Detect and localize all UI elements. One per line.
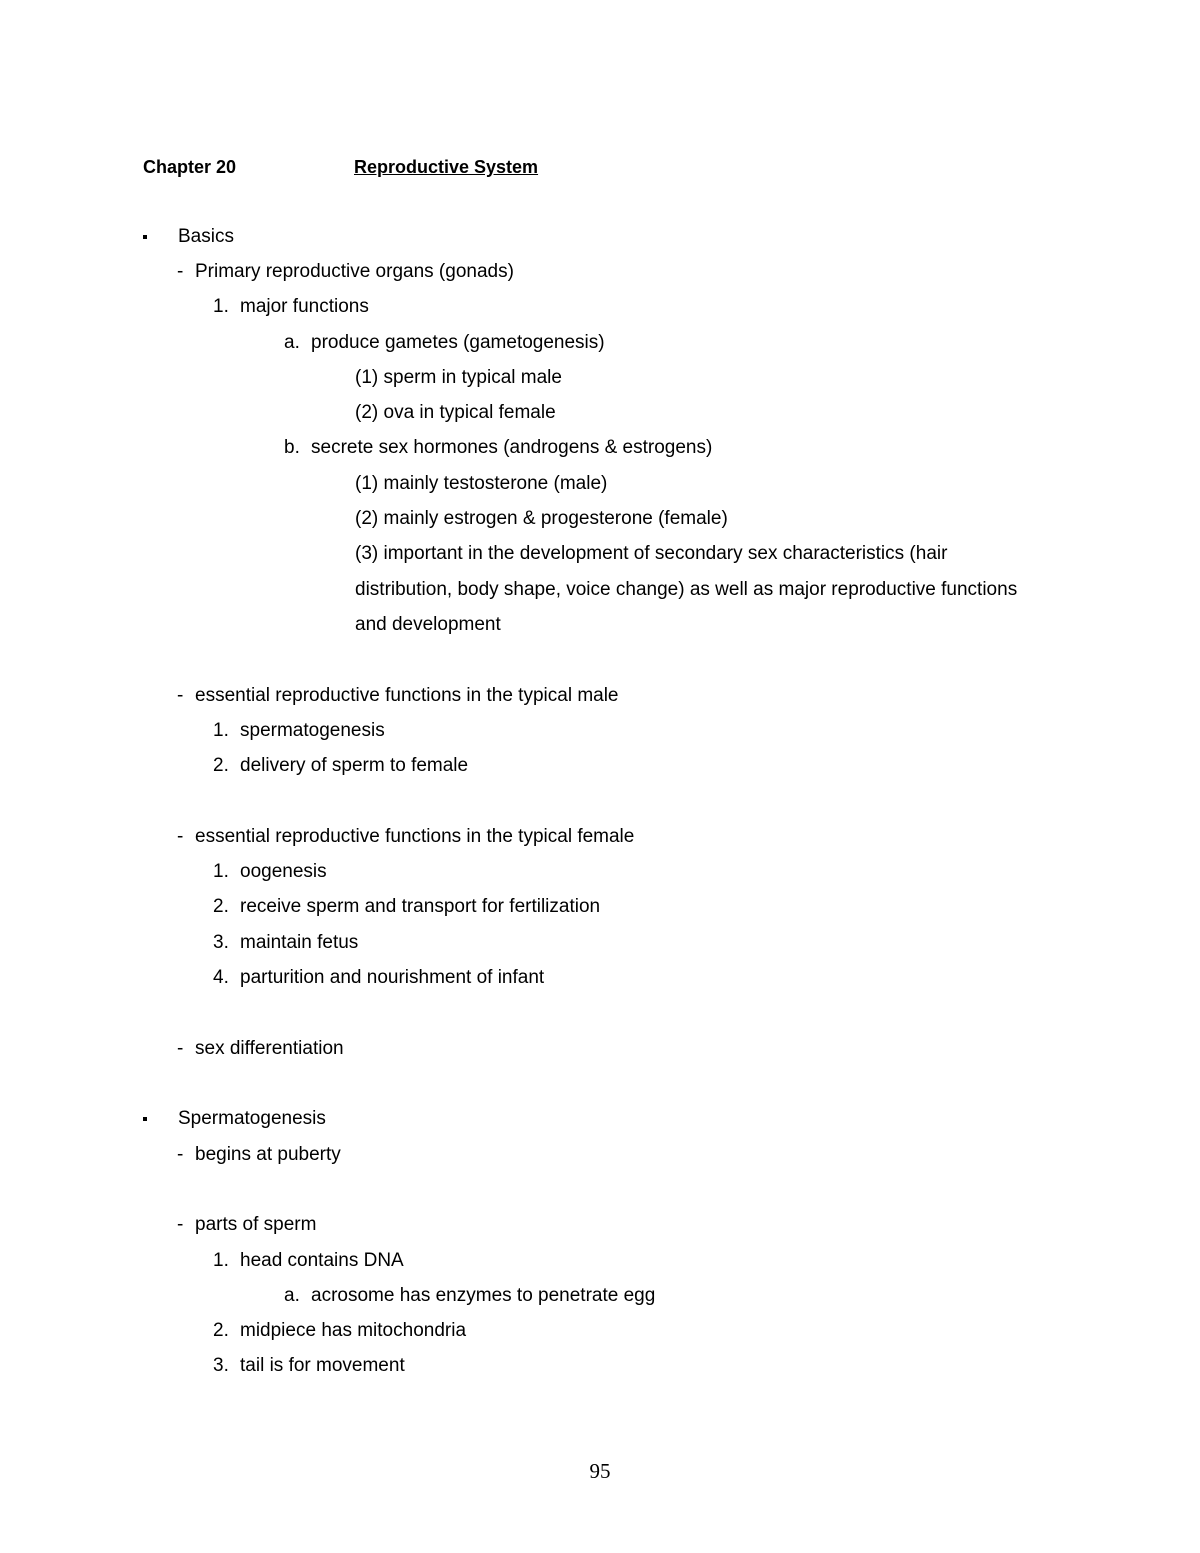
outline-marker: 2. <box>213 755 229 776</box>
outline-text: (2) ova in typical female <box>355 402 556 423</box>
outline-marker: - <box>177 261 184 282</box>
chapter-number: Chapter 20 <box>143 157 237 177</box>
outline-text: sex differentiation <box>195 1038 344 1059</box>
outline-marker: 1. <box>213 720 229 741</box>
outline-marker: 1. <box>213 1250 229 1271</box>
outline-text: begins at puberty <box>195 1144 341 1165</box>
outline-text: maintain fetus <box>240 932 359 953</box>
page-number: 95 <box>589 1459 611 1483</box>
outline-marker: - <box>177 1214 184 1235</box>
outline-marker: a. <box>284 332 300 353</box>
outline-text: produce gametes (gametogenesis) <box>311 332 605 353</box>
outline-text: tail is for movement <box>240 1355 405 1376</box>
outline-marker: - <box>177 1038 184 1059</box>
outline-marker: 1. <box>213 861 229 882</box>
outline-text: and development <box>355 614 501 635</box>
chapter-label <box>143 155 236 179</box>
outline-text: oogenesis <box>240 861 327 882</box>
outline-marker: 4. <box>213 967 229 988</box>
outline-marker: 3. <box>213 932 229 953</box>
outline-text: Basics <box>178 226 234 247</box>
outline-text: distribution, body shape, voice change) as well as major reproductive functions <box>355 579 1018 600</box>
bullet-square-shape <box>143 235 147 239</box>
outline-marker: - <box>177 1144 184 1165</box>
outline-text: secrete sex hormones (androgens & estrogens) <box>311 437 713 458</box>
outline-marker: - <box>177 685 184 706</box>
outline-text: Spermatogenesis <box>178 1108 326 1129</box>
outline-text: Primary reproductive organs (gonads) <box>195 261 514 282</box>
outline-marker: a. <box>284 1285 300 1306</box>
outline-text: major functions <box>240 296 369 317</box>
outline-text: (1) mainly testosterone (male) <box>355 473 608 494</box>
outline-text: parturition and nourishment of infant <box>240 967 545 988</box>
chapter-title <box>354 155 538 179</box>
chapter-title-text: Reproductive System <box>354 157 539 177</box>
outline-text: acrosome has enzymes to penetrate egg <box>311 1285 656 1306</box>
outline-marker: b. <box>284 437 300 458</box>
bullet-square-shape <box>143 1117 147 1121</box>
outline-marker: 2. <box>213 896 229 917</box>
outline-marker: 2. <box>213 1320 229 1341</box>
outline-text: (1) sperm in typical male <box>355 367 562 388</box>
outline-text: (3) important in the development of secondary sex characteristics (hair <box>355 543 948 564</box>
outline-text: essential reproductive functions in the typical female <box>195 826 635 847</box>
outline-text: spermatogenesis <box>240 720 385 741</box>
outline-text: midpiece has mitochondria <box>240 1320 467 1341</box>
outline-text: delivery of sperm to female <box>240 755 469 776</box>
outline-text: essential reproductive functions in the typical male <box>195 685 619 706</box>
outline-text: parts of sperm <box>195 1214 317 1235</box>
outline-text: head contains DNA <box>240 1250 404 1271</box>
outline-marker: 1. <box>213 296 229 317</box>
outline-text: (2) mainly estrogen & progesterone (female) <box>355 508 728 529</box>
outline-text: receive sperm and transport for fertilization <box>240 896 601 917</box>
outline-marker: 3. <box>213 1355 229 1376</box>
outline-marker: - <box>177 826 184 847</box>
